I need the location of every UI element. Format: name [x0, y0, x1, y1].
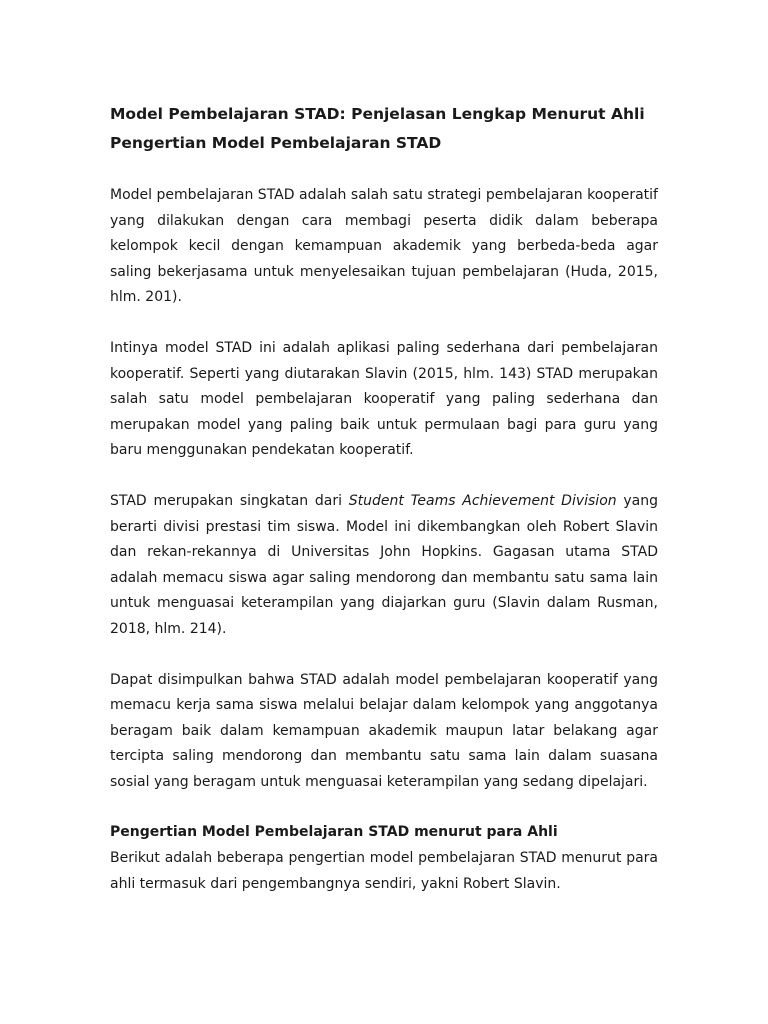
title-line-2: Pengertian Model Pembelajaran STAD	[110, 134, 442, 152]
document-title	[110, 100, 658, 158]
paragraph-4: Dapat disimpulkan bahwa STAD adalah model pembelajaran kooperatif yang memacu kerja sama siswa melalui belajar dalam kelompok yang anggotanya beragam baik dalam kemampuan akademik maupun latar belakang agar tercipta saling mendorong dan membantu satu sama lain dalam suasana sosial yang beragam untuk menguasai keterampilan yang sedang dipelajari.	[110, 671, 658, 790]
paragraph-3-text-after: yang berarti divisi prestasi tim siswa. Model ini dikembangkan oleh Robert Slavin dan rekan-rekannya di Universitas John Hopkins. Gagasan utama STAD adalah memacu siswa agar saling mendorong dan membantu satu sama lain untuk menguasai keterampilan yang diajarkan guru (Slavin dalam Rusman, 2018, hlm. 214).	[110, 492, 658, 637]
paragraph-1: Model pembelajaran STAD adalah salah satu strategi pembelajaran kooperatif yang dilakukan dengan cara membagi peserta didik dalam beberapa kelompok kecil dengan kemampuan akademik yang berbeda-beda agar saling bekerjasama untuk menyelesaikan tujuan pembelajaran (Huda, 2015, hlm. 201).	[110, 187, 658, 306]
paragraph-3-italic-term: Student Teams Achievement Division	[348, 492, 617, 509]
section-subheading: Pengertian Model Pembelajaran STAD menurut para Ahli	[110, 824, 558, 841]
paragraph-3-text-before: STAD merupakan singkatan dari	[110, 492, 349, 509]
title-line-1: Model Pembelajaran STAD: Penjelasan Lengkap Menurut Ahli	[110, 105, 645, 123]
paragraph-5: Berikut adalah beberapa pengertian model pembelajaran STAD menurut para ahli termasuk dari pengembangnya sendiri, yakni Robert Slavin.	[110, 850, 658, 893]
paragraph-3	[110, 489, 658, 643]
document-page	[110, 100, 658, 898]
paragraph-2: Intinya model STAD ini adalah aplikasi paling sederhana dari pembelajaran kooperatif. Seperti yang diutarakan Slavin (2015, hlm. 143) STAD merupakan salah satu model pembelajaran kooperatif yang paling sederhana dan merupakan model yang paling baik untuk permulaan bagi para guru yang baru menggunakan pendekatan kooperatif.	[110, 339, 658, 459]
